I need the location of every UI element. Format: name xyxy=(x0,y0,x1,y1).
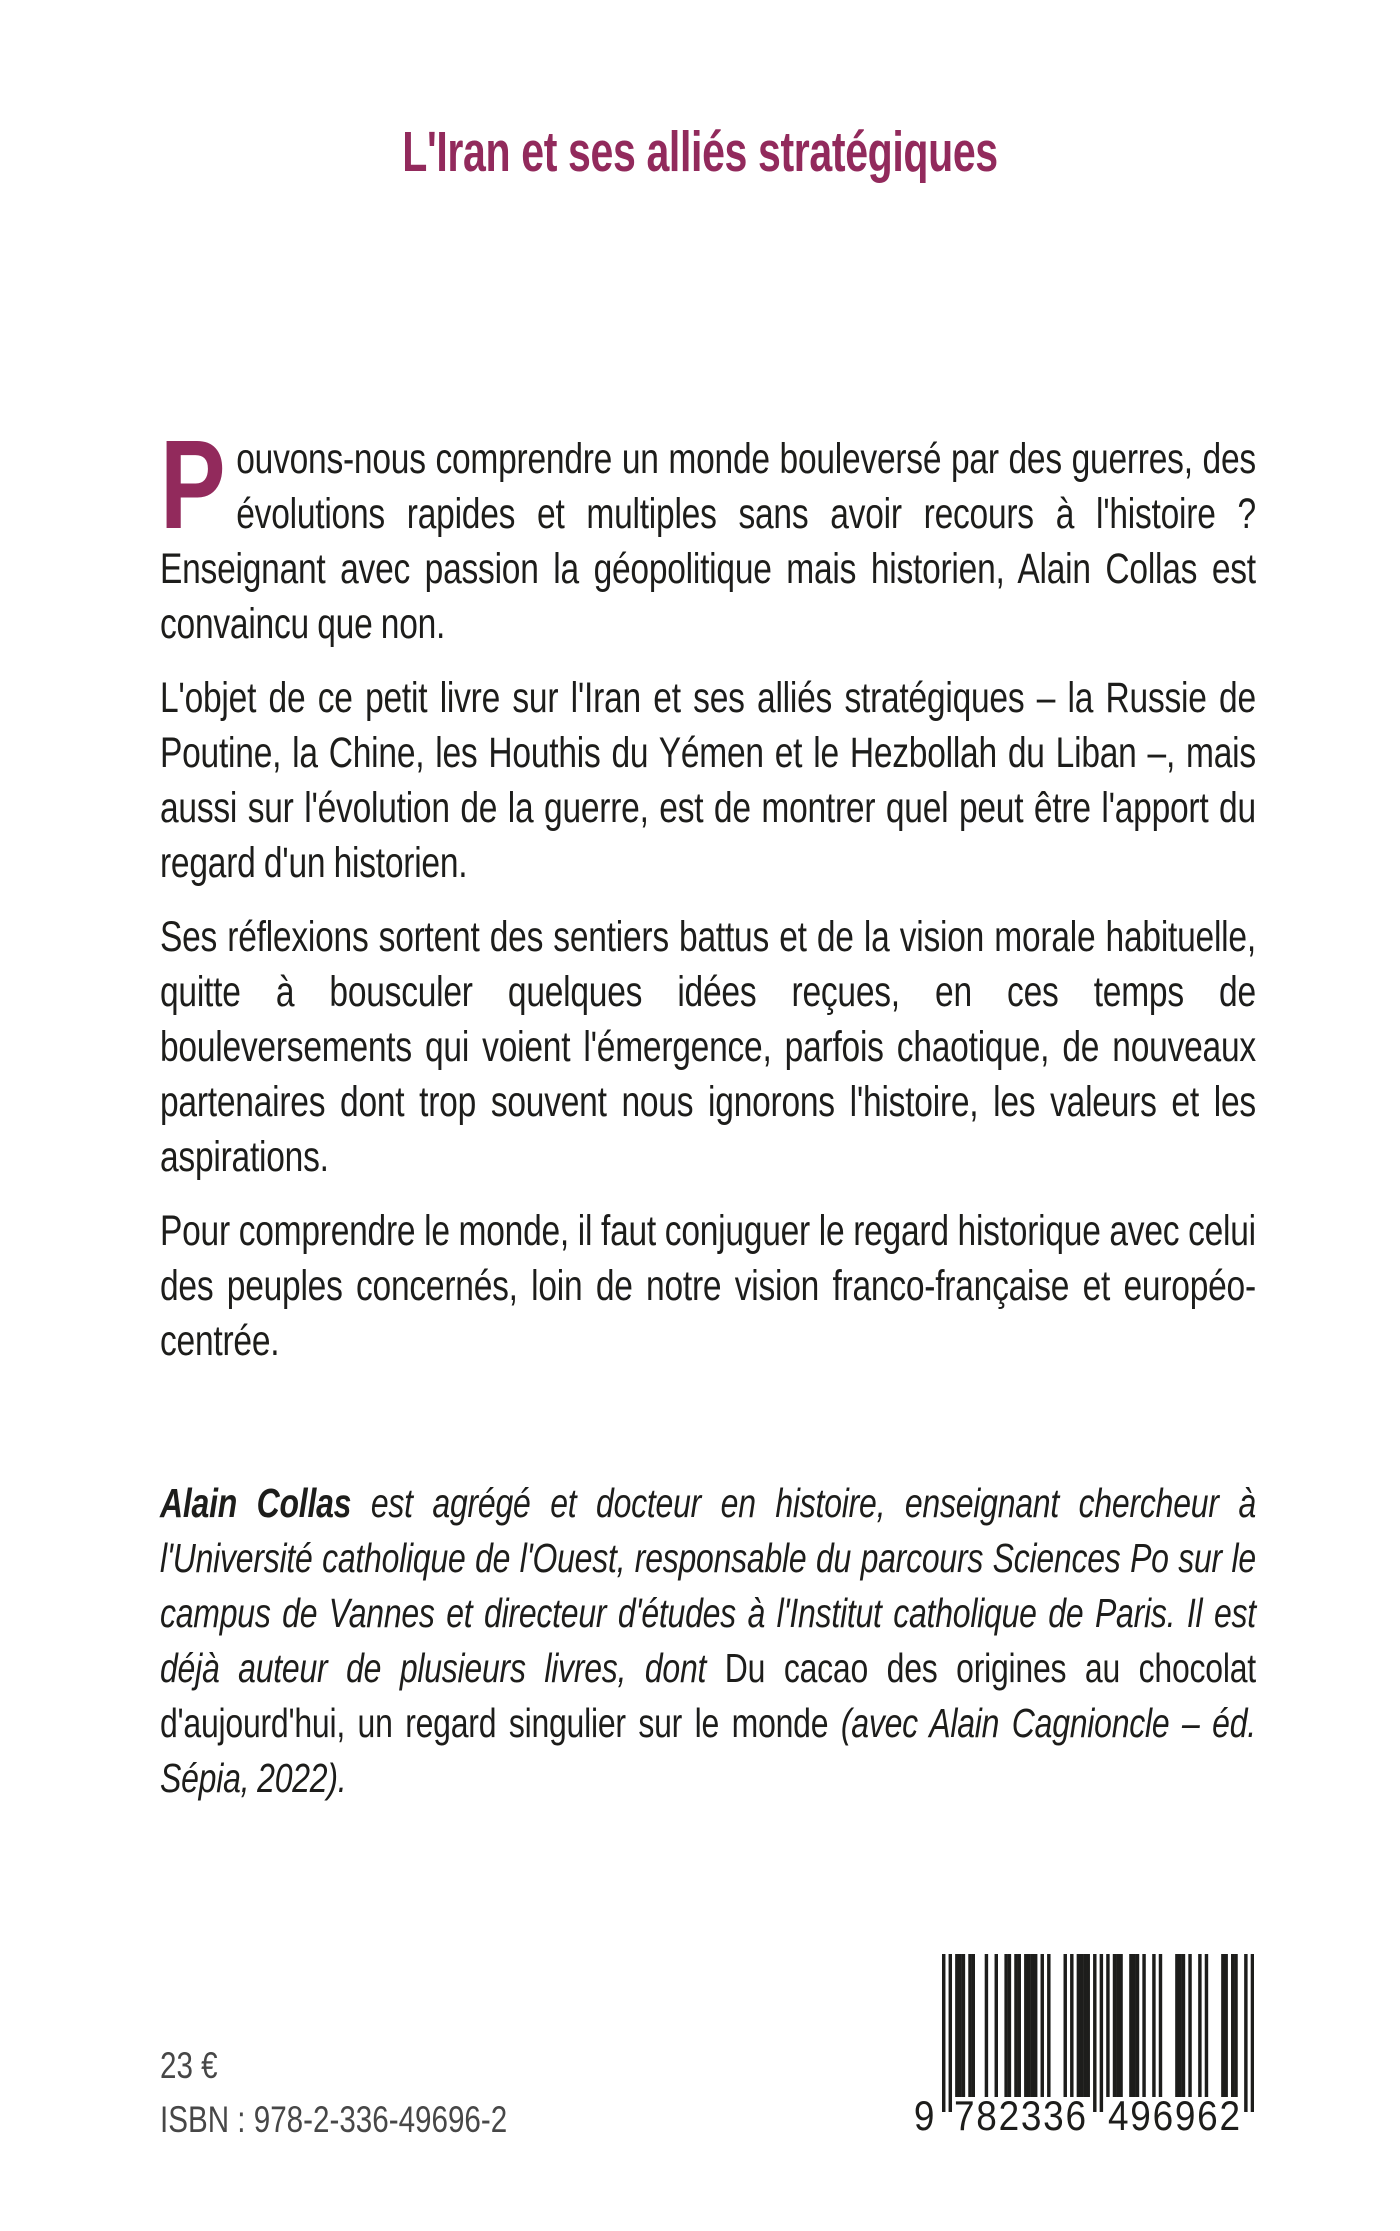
barcode-bars xyxy=(942,1954,1254,2112)
synopsis-paragraph-2: L'objet de ce petit livre sur l'Iran et ses alliés stratégiques – la Russie de Poutine, la Chine, les Houthis du Yémen et le Hezbollah du Liban –, mais aussi sur l'évolution de la guerre, est de montrer quel peut être l'apport du regard d'un historien. xyxy=(160,674,1256,887)
synopsis-paragraph-1 xyxy=(160,414,1256,652)
bio-segment: (avec Alain Cagnioncle – éd. Sépia, 2022). xyxy=(160,1700,1256,1801)
barcode-digit-group-left: 7 8 2 3 3 6 xyxy=(954,2092,1086,2139)
bio-segment: Du cacao des origines au chocolat d'aujourd'hui, un regard singulier sur le monde xyxy=(160,1645,1256,1746)
author-bio-text xyxy=(160,1476,1256,1806)
barcode-digit-group-right: 4 9 6 9 6 2 xyxy=(1108,2092,1240,2139)
book-title: L'Iran et ses alliés stratégiques xyxy=(402,120,998,184)
barcode xyxy=(908,1954,1260,2140)
bio-segment: Alain Collas xyxy=(160,1480,352,1526)
drop-cap: P xyxy=(160,414,226,555)
synopsis-paragraph-1-text: ouvons-nous comprendre un monde bouleversé par des guerres, des évolutions rapides et multiples sans avoir recours à l'histoire ? Enseignant avec passion la géopolitique mais historien, Alain Collas est convaincu que non. xyxy=(160,435,1256,648)
synopsis-paragraph-3: Ses réflexions sortent des sentiers battus et de la vision morale habituelle, quitte à bousculer quelques idées reçues, en ces temps de bouleversements qui voient l'émergence, parfois chaotique, de nouveaux partenaires dont trop souvent nous ignorons l'histoire, les valeurs et les aspirations. xyxy=(160,913,1256,1181)
synopsis xyxy=(160,414,1256,1388)
bio-segment: est agrégé et docteur en histoire, enseignant chercheur à l'Université catholique de l'Ouest, responsable du parcours Sciences Po sur le campus de Vannes et directeur d'études à l'Institut catholique de Paris. Il est déjà auteur de plusieurs livres, dont xyxy=(160,1480,1256,1691)
author-bio xyxy=(160,1476,1256,1806)
isbn-label: ISBN : 978-2-336-49696-2 xyxy=(160,2099,508,2140)
price-label: 23 € xyxy=(160,2045,218,2086)
synopsis-paragraph-4: Pour comprendre le monde, il faut conjuguer le regard historique avec celui des peuples concernés, loin de notre vision franco-française et européo-centrée. xyxy=(160,1207,1256,1365)
barcode-digit-first: 9 xyxy=(913,2092,935,2139)
